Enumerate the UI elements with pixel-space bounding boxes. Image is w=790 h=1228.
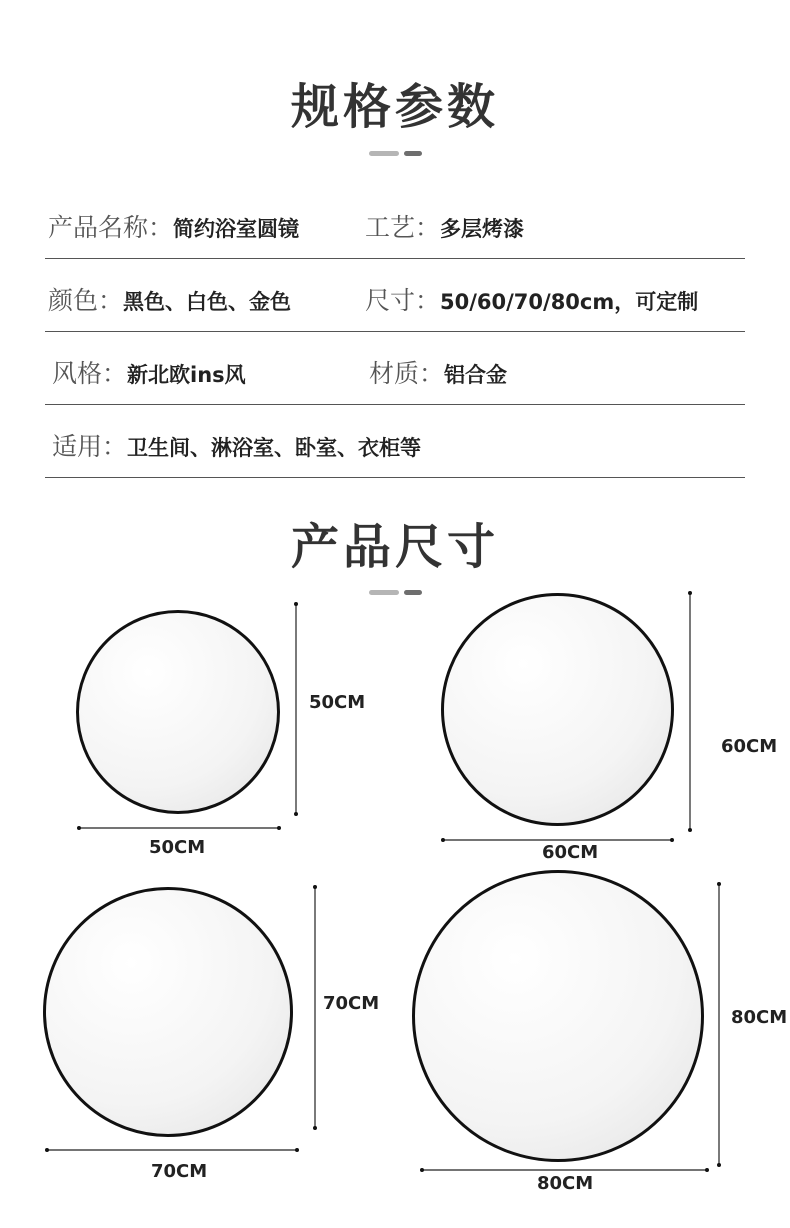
dim-end xyxy=(295,1148,299,1152)
spec-title: 规格参数 xyxy=(290,79,499,135)
mirror-70-height-label: 70CM xyxy=(323,993,380,1014)
spec-label: 适用： xyxy=(52,432,128,461)
spec-value: 新北欧ins风 xyxy=(127,363,246,387)
mirror-50-width-label: 50CM xyxy=(149,837,206,858)
dim-end xyxy=(441,838,445,842)
dim-end xyxy=(705,1168,709,1172)
spec-value: 简约浴室圆镜 xyxy=(173,217,300,241)
spec-value: 铝合金 xyxy=(444,363,508,387)
dim-end xyxy=(313,1126,317,1130)
spec-value: 卫生间、淋浴室、卧室、衣柜等 xyxy=(127,436,422,460)
dim-end xyxy=(717,882,721,886)
dim-end xyxy=(313,885,317,889)
dim-end xyxy=(688,828,692,832)
spec-label: 工艺： xyxy=(365,213,441,242)
spec-label: 产品名称： xyxy=(48,213,174,242)
spec-label: 风格： xyxy=(52,359,128,388)
mirror-60-width-label: 60CM xyxy=(542,842,599,863)
mirror-50-height-label: 50CM xyxy=(309,692,366,713)
mirror-60-height-label: 60CM xyxy=(721,736,778,757)
spec-label: 颜色： xyxy=(48,286,124,315)
size-title: 产品尺寸 xyxy=(290,519,499,575)
spec-label: 材质： xyxy=(369,359,445,388)
dim-end xyxy=(294,602,298,606)
mirror-80-height-label: 80CM xyxy=(731,1007,788,1028)
dim-end xyxy=(688,591,692,595)
dim-end xyxy=(420,1168,424,1172)
dim-end xyxy=(294,812,298,816)
dim-end xyxy=(277,826,281,830)
dim-end xyxy=(670,838,674,842)
dim-end xyxy=(45,1148,49,1152)
spec-value: 黑色、白色、金色 xyxy=(123,290,292,314)
mirror-70-width-label: 70CM xyxy=(151,1161,208,1182)
dim-end xyxy=(77,826,81,830)
spec-label: 尺寸： xyxy=(365,286,441,315)
spec-value: 50/60/70/80cm，可定制 xyxy=(440,290,699,314)
dim-end xyxy=(717,1163,721,1167)
spec-value: 多层烤漆 xyxy=(440,217,525,241)
mirror-80-width-label: 80CM xyxy=(537,1173,594,1194)
